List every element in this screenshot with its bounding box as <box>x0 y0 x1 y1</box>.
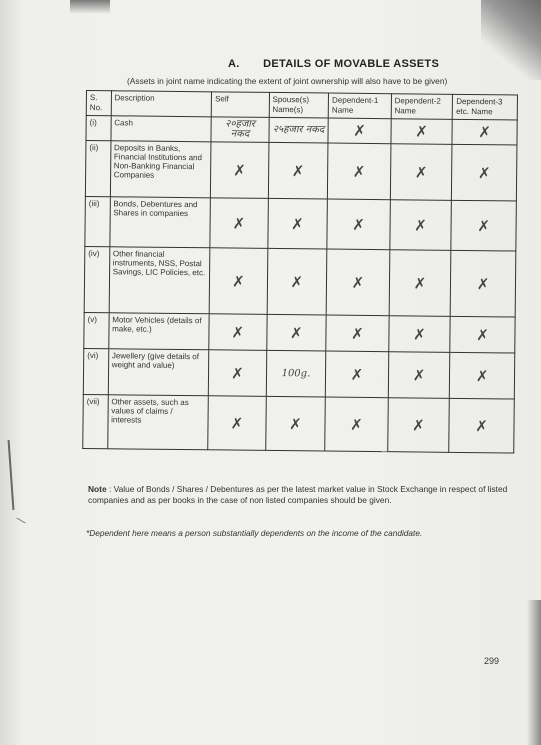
header-self: Self <box>211 92 269 118</box>
header-description: Description <box>111 91 212 117</box>
cell-dependent-3: ✗ <box>452 144 517 201</box>
scan-shadow-top <box>70 0 110 14</box>
section-letter: A. <box>228 58 240 70</box>
cell-spouse: ✗ <box>266 314 326 351</box>
header-dependent-3: Dependent-3 etc. Name <box>453 94 518 120</box>
table-row <box>85 196 516 251</box>
cell-self: ✗ <box>208 396 266 451</box>
cell-dependent-1: ✗ <box>327 199 390 250</box>
cell-self: २०हजार नकद <box>211 117 269 143</box>
cell-dependent-1: ✗ <box>328 118 391 144</box>
row-description: Other financial instruments, NSS, Postal Savings, LIC Policies, etc. <box>109 247 210 314</box>
cell-spouse: 100g. <box>266 350 326 397</box>
cell-dependent-2: ✗ <box>389 250 451 317</box>
cell-dependent-2: ✗ <box>390 144 452 201</box>
table-row <box>84 246 516 317</box>
movable-assets-table <box>82 90 518 454</box>
row-number: (v) <box>84 312 109 348</box>
cell-dependent-1: ✗ <box>326 249 389 316</box>
header-dependent-2: Dependent-2 Name <box>391 94 453 120</box>
header-dependent-1: Dependent-1 Name <box>328 93 391 119</box>
row-description: Cash <box>111 116 212 142</box>
table-row <box>84 312 515 353</box>
cell-spouse: ✗ <box>265 396 325 451</box>
cell-dependent-3: ✗ <box>451 200 516 251</box>
scan-mark <box>8 440 15 510</box>
cell-self: ✗ <box>210 198 268 249</box>
cell-spouse: २५हजार नकद <box>269 117 329 143</box>
cell-dependent-3: ✗ <box>449 398 514 453</box>
cell-spouse: ✗ <box>267 248 327 315</box>
row-description: Motor Vehicles (details of make, etc.) <box>108 313 209 350</box>
cell-dependent-3: ✗ <box>450 316 515 353</box>
cell-self: ✗ <box>209 314 267 351</box>
table-row <box>83 394 515 453</box>
table-row <box>85 141 517 202</box>
cell-dependent-1: ✗ <box>325 397 388 452</box>
scan-mark <box>16 518 25 524</box>
note-body: : Value of Bonds / Shares / Debentures as per the latest market value in Stock Exchange in respect of listed companies and as per books in the case of non listed companies should be given. <box>88 484 508 505</box>
cell-dependent-2: ✗ <box>390 200 452 251</box>
cell-spouse: ✗ <box>267 198 327 249</box>
note-text <box>88 484 508 506</box>
cell-self: ✗ <box>208 350 266 397</box>
row-number: (iv) <box>84 246 109 312</box>
page-number: 299 <box>484 656 500 666</box>
cell-dependent-2: ✗ <box>389 316 451 353</box>
cell-dependent-3: ✗ <box>450 352 515 399</box>
cell-dependent-3: ✗ <box>452 119 517 145</box>
header-sno: S. No. <box>86 91 111 116</box>
cell-dependent-2: ✗ <box>388 352 450 399</box>
row-number: (vii) <box>83 394 108 448</box>
section-subtitle: (Assets in joint name indicating the extent of joint ownership will also have to be given) <box>127 76 448 86</box>
cell-dependent-3: ✗ <box>450 250 515 317</box>
section-heading: DETAILS OF MOVABLE ASSETS <box>263 58 440 70</box>
cell-dependent-2: ✗ <box>387 398 449 453</box>
cell-dependent-1: ✗ <box>326 315 389 352</box>
row-description: Bonds, Debentures and Shares in companies <box>109 197 210 248</box>
header-spouse: Spouse(s) Name(s) <box>269 92 329 118</box>
row-number: (iii) <box>85 196 110 246</box>
scan-shadow-corner <box>481 0 541 80</box>
cell-self: ✗ <box>211 142 269 199</box>
table-row <box>83 348 514 399</box>
section-title <box>228 58 439 70</box>
row-description: Other assets, such as values of claims / interests <box>107 395 208 450</box>
cell-dependent-2: ✗ <box>391 119 453 145</box>
row-number: (ii) <box>85 141 110 197</box>
cell-spouse: ✗ <box>268 142 328 199</box>
cell-self: ✗ <box>209 248 267 315</box>
cell-dependent-1: ✗ <box>328 143 391 200</box>
row-description: Deposits in Banks, Financial Institutions and Non-Banking Financial Companies <box>110 141 211 198</box>
note-label: Note <box>88 484 107 494</box>
scan-shadow-right <box>527 600 541 745</box>
row-number: (vi) <box>83 348 108 394</box>
cell-dependent-1: ✗ <box>325 351 388 398</box>
row-number: (i) <box>86 116 111 141</box>
row-description: Jewellery (give details of weight and value) <box>108 349 209 396</box>
dependent-footnote: *Dependent here means a person substantially dependents on the income of the candidate. <box>86 528 423 538</box>
